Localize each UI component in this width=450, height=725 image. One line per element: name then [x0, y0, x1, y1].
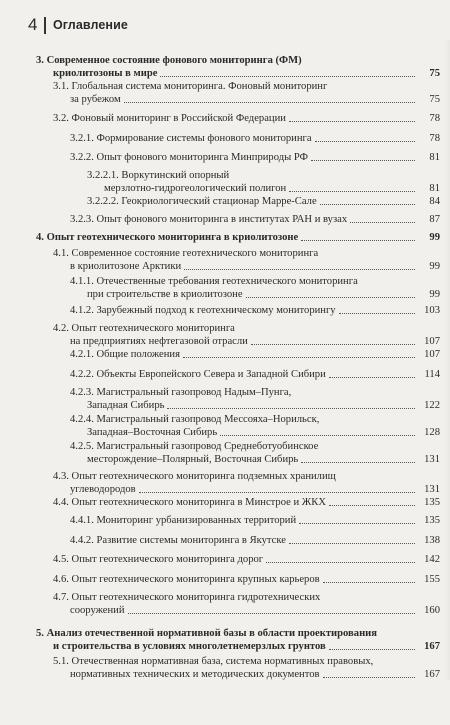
toc-page-number: 81 [429, 183, 440, 194]
toc-entry-text: 4.4.2. Развитие системы мониторинга в Якутске [70, 535, 286, 546]
toc-entry-text: 4.4.1. Мониторинг урбанизированных территорий [70, 515, 297, 526]
toc-page-number: 81 [429, 152, 440, 163]
toc-entry-text: 4.2.4. Магистральный газопровод Мессояха–Норильск, [70, 414, 320, 425]
dot-leader [139, 491, 415, 493]
toc-entry-e4-2-5[interactable] [70, 440, 440, 466]
dot-leader [167, 407, 415, 409]
dot-leader [323, 676, 415, 678]
toc-page-number: 135 [424, 497, 440, 508]
dot-leader [124, 101, 415, 103]
toc-entry-text: 4.1.2. Зарубежный подход к геотехническому мониторингу [70, 305, 336, 316]
dot-leader [301, 239, 415, 241]
toc-entry-text: на предприятиях нефтегазовой отрасли [70, 336, 248, 347]
toc-page-number: 167 [424, 669, 440, 680]
toc-page-number: 75 [429, 68, 440, 79]
toc-entry-text: 3.2.1. Формирование системы фонового мониторинга [70, 133, 312, 144]
dot-leader [289, 120, 415, 122]
toc-entry-text: 4.1.1. Отечественные требования геотехнического мониторинга [70, 276, 358, 287]
toc-entry-text: 4.6. Опыт геотехнического мониторинга крупных карьеров [53, 574, 320, 585]
dot-leader [289, 190, 415, 192]
toc-entry-text: 4.2.2. Объекты Европейского Севера и Западной Сибири [70, 369, 326, 380]
toc-entry-text: 4.4. Опыт геотехнического мониторинга в Минстрое и ЖКХ [53, 497, 327, 508]
toc-page-number: 78 [429, 113, 440, 124]
toc-entry-text: 4.7. Опыт геотехнического мониторинга гидротехнических [53, 592, 321, 603]
dot-leader [329, 648, 415, 650]
toc-page-number: 131 [424, 484, 440, 495]
dot-leader [311, 159, 415, 161]
dot-leader [329, 376, 415, 378]
toc-entry-e3[interactable] [36, 54, 440, 80]
dot-leader [299, 522, 415, 524]
toc-entry-text: 3.2.3. Опыт фонового мониторинга в институтах РАН и вузах [70, 214, 348, 225]
dot-leader [246, 296, 415, 298]
toc-page-number: 135 [424, 515, 440, 526]
dot-leader [320, 203, 415, 205]
toc-entry-e4-1-2[interactable] [70, 304, 440, 317]
toc-entry-e4[interactable] [36, 231, 440, 244]
toc-entry-text: мерзлотно-гидрогеологический полигон [104, 183, 287, 194]
toc-entry-e3-2[interactable] [53, 112, 440, 125]
toc-page-number: 99 [429, 289, 440, 300]
toc-entry-text: Западная–Восточная Сибирь [87, 427, 218, 438]
toc-entry-e4-2-1[interactable] [70, 348, 440, 361]
dot-leader [220, 434, 415, 436]
toc-page-number: 84 [429, 196, 440, 207]
dot-leader [184, 268, 415, 270]
toc-entry-text: 4.1. Современное состояние геотехнического мониторинга [53, 248, 319, 259]
toc-page-number: 138 [424, 535, 440, 546]
toc-entry-text: 4.2.1. Общие положения [70, 349, 180, 360]
toc-page-number: 107 [424, 349, 440, 360]
toc-entry-text: 3. Современное состояние фонового мониторинга (ФМ) [36, 55, 302, 66]
dot-leader [289, 542, 415, 544]
toc-page-number: 128 [424, 427, 440, 438]
page-title: Оглавление [52, 18, 128, 32]
toc-entry-text: 3.2. Фоновый мониторинг в Российской Федерации [53, 113, 286, 124]
toc-entry-e4-3[interactable] [53, 470, 440, 496]
toc-entry-text: нормативных технических и методических документов [70, 669, 320, 680]
toc-page-number: 107 [424, 336, 440, 347]
toc-entry-text: в криолитозоне Арктики [70, 261, 182, 272]
toc-page-number: 131 [424, 454, 440, 465]
toc-entry-text: 4.2.3. Магистральный газопровод Надым–Пунга, [70, 387, 292, 398]
dot-leader [339, 312, 415, 314]
page-number: 4 [28, 15, 38, 34]
dot-leader [251, 343, 415, 345]
toc-page-number: 103 [424, 305, 440, 316]
toc-page-number: 114 [424, 369, 440, 380]
toc-entry-text: 4.2. Опыт геотехнического мониторинга [53, 323, 235, 334]
toc-entry-e4-1-1[interactable] [70, 275, 440, 301]
toc-entry-text: 3.1. Глобальная система мониторинга. Фоновый мониторинг [53, 81, 328, 92]
toc-entry-text: 4.3. Опыт геотехнического мониторинга подземных хранилищ [53, 471, 336, 482]
toc-entry-e5-1[interactable] [53, 655, 440, 681]
toc-entry-text: Западная Сибирь [87, 400, 165, 411]
dot-leader [266, 561, 415, 563]
toc-entry-e4-2[interactable] [53, 322, 440, 348]
toc-entry-text: месторождение–Полярный, Восточная Сибирь [87, 454, 299, 465]
toc-entry-e4-4-2[interactable] [70, 534, 440, 547]
dot-leader [160, 75, 415, 77]
toc-entry-text: углеводородов [70, 484, 136, 495]
toc-entry-text: 4.5. Опыт геотехнического мониторинга дорог [53, 554, 264, 565]
toc-entry-text: при строительстве в криолитозоне [87, 289, 243, 300]
dot-leader [315, 140, 415, 142]
page-edge-shadow [444, 40, 450, 680]
toc-page-number: 160 [424, 605, 440, 616]
toc-page-number: 87 [429, 214, 440, 225]
toc-entry-e3-1[interactable] [53, 80, 440, 106]
toc-page-number: 167 [424, 641, 440, 652]
toc-page-number: 122 [424, 400, 440, 411]
toc-page-number: 155 [424, 574, 440, 585]
toc-entry-e4-5[interactable] [53, 553, 440, 566]
toc-entry-e3-2-1[interactable] [70, 132, 440, 145]
toc-entry-text: за рубежом [70, 94, 121, 105]
toc-entry-e5[interactable] [36, 627, 440, 653]
toc-entry-text: криолитозоны в мире [53, 68, 158, 79]
dot-leader [301, 461, 415, 463]
toc-page-number: 75 [429, 94, 440, 105]
toc-entry-text: 3.2.2. Опыт фонового мониторинга Минприроды РФ [70, 152, 308, 163]
toc-entry-e4-2-3[interactable] [70, 386, 440, 412]
toc-entry-e3-2-2-1[interactable] [87, 169, 440, 195]
toc-page-number: 78 [429, 133, 440, 144]
toc-entry-text: 3.2.2.2. Геокриологический стационар Марре-Сале [87, 196, 317, 207]
toc-entry-e4-2-4[interactable] [70, 413, 440, 439]
toc-entry-e3-2-3[interactable] [70, 213, 440, 226]
toc-entry-e3-2-2[interactable] [70, 151, 440, 164]
toc-page-number: 142 [424, 554, 440, 565]
toc-entry-e4-2-2[interactable] [70, 368, 440, 381]
toc-entry-text: 5. Анализ отечественной нормативной базы в области проектирования [36, 628, 378, 639]
toc-entry-text: 4. Опыт геотехнического мониторинга в криолитозоне [36, 232, 299, 243]
toc-entry-e4-1[interactable] [53, 247, 440, 273]
toc-entry-text: 3.2.2.1. Воркутинский опорный [87, 170, 230, 181]
dot-leader [183, 356, 415, 358]
dot-leader [350, 221, 415, 223]
dot-leader [329, 504, 415, 506]
toc-entry-text: и строительства в условиях многолетнемерзлых грунтов [53, 641, 326, 652]
dot-leader [128, 612, 416, 614]
toc-entry-e4-6[interactable] [53, 573, 440, 586]
toc-entry-e4-7[interactable] [53, 591, 440, 617]
toc-page-number: 99 [429, 261, 440, 272]
toc-entry-e4-4[interactable] [53, 496, 440, 509]
toc-entry-text: сооружений [70, 605, 125, 616]
dot-leader [323, 581, 415, 583]
toc-entry-text: 5.1. Отечественная нормативная база, система нормативных правовых, [53, 656, 374, 667]
toc-entry-e4-4-1[interactable] [70, 514, 440, 527]
toc-entry-text: 4.2.5. Магистральный газопровод Среднеботуобинское [70, 441, 319, 452]
toc-entry-e3-2-2-2[interactable] [87, 195, 440, 208]
toc-page-number: 99 [429, 232, 440, 243]
